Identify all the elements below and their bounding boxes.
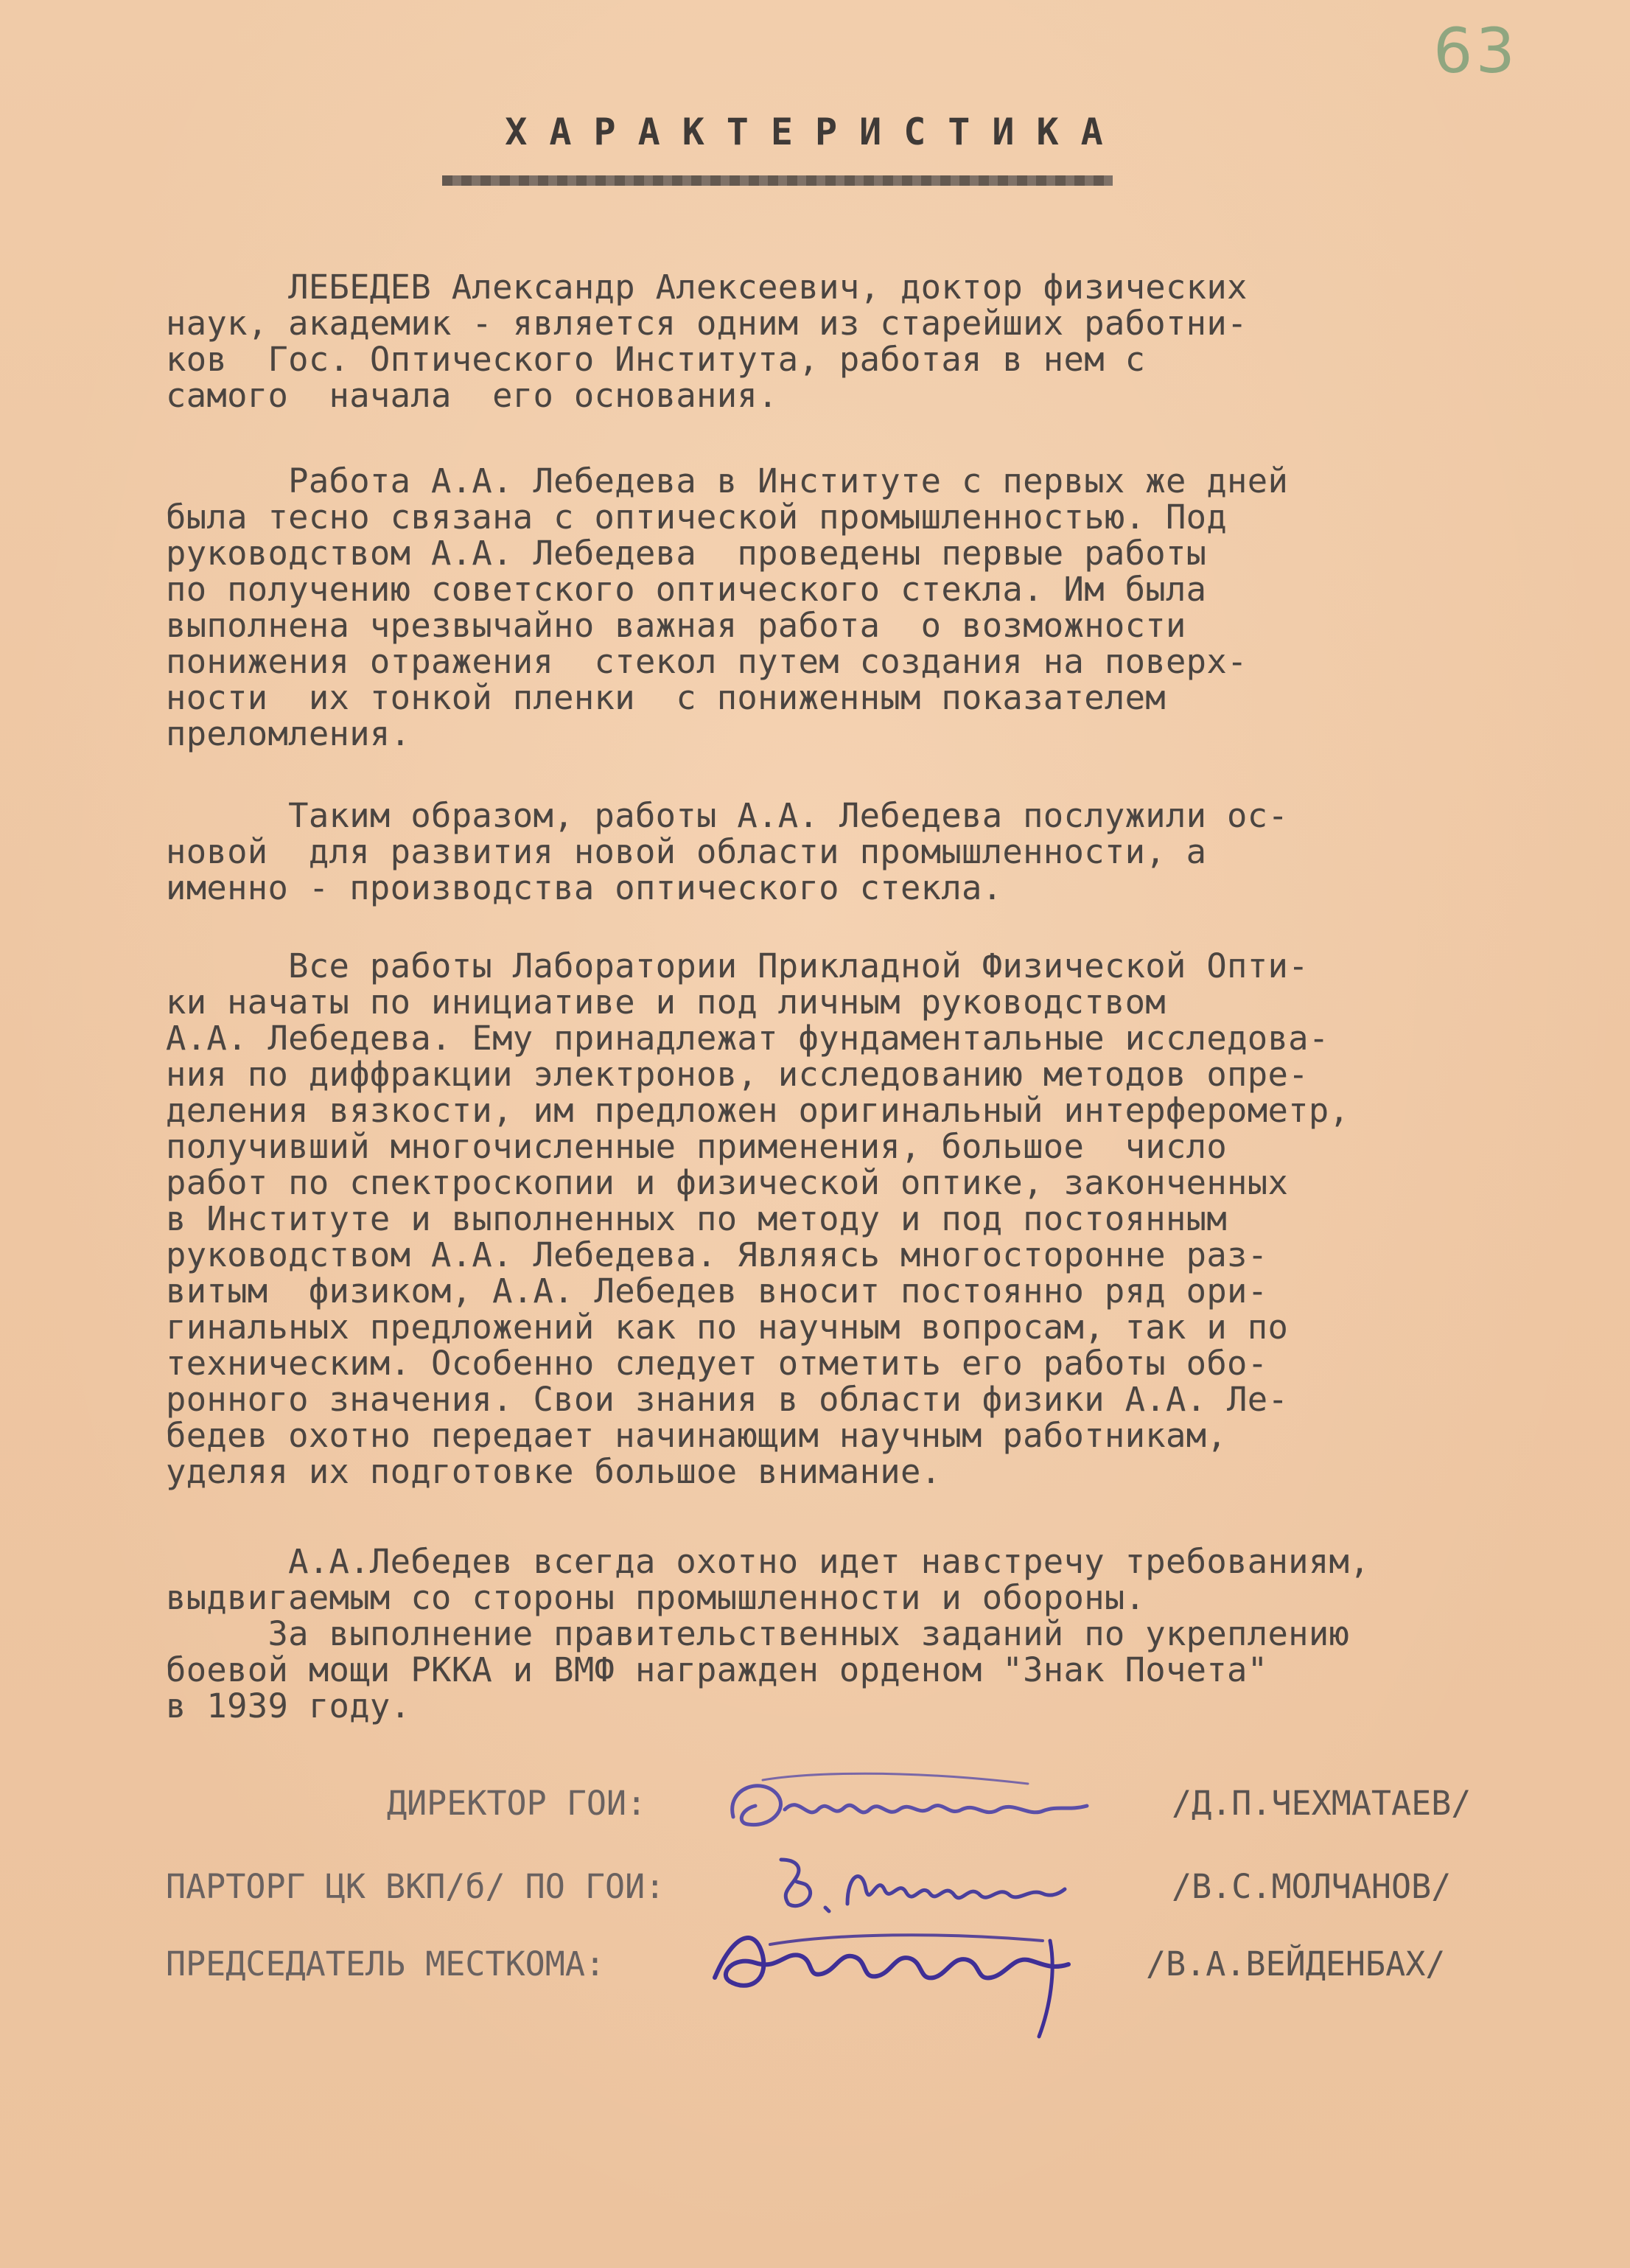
signature-label-director: ДИРЕКТОР ГОИ: [387,1784,647,1823]
signature-name-mestkom: /В.А.ВЕЙДЕНБАХ/ [1146,1944,1446,1983]
archive-page-number: 63 [1433,15,1518,87]
title-underline [442,175,1113,186]
paragraph-laboratory-work: Все работы Лаборатории Прикладной Физической Опти- ки начаты по инициативе и под личным руководством А.А. Лебедева. Ему принадлежат фундаментальные исследова- ния по диффракции электронов, исследованию методов опре- деления вязкости, им предложен оригинальный интерферометр, получивший многочисленные применения, большое число работ по спектроскопии и физической оптике, законченных в Институте и выполненных по методу и под постоянным руководством А.А. Лебедева. Являясь многосторонне раз- витым физиком, А.А. Лебедев вносит постоянно ряд ори- гинальных предложений как по научным вопросам, так и по техническим. Особенно следует отметить его работы обо- ронного значения. Свои знания в области физики А.А. Ле- бедев охотно передает начинающим научным работникам, уделяя их подготовке большое внимание. [166,946,1350,1491]
document-title: ХАРАКТЕРИСТИКА [505,111,1125,153]
signature-label-mestkom: ПРЕДСЕДАТЕЛЬ МЕСТКОМА: [166,1944,606,1983]
signature-row-director [0,1784,1630,1835]
signature-label-partorg: ПАРТОРГ ЦК ВКП/б/ ПО ГОИ: [166,1867,665,1906]
paragraph-new-industry: Таким образом, работы А.А. Лебедева послужили ос- новой для развития новой области промышленности, а именно - производства оптического стекла. [166,796,1289,907]
paragraph-intro: ЛЕБЕДЕВ Александр Алексеевич, доктор физических наук, академик - является одним из старейших работни- ков Гос. Оптического Института, работая в нем с самого начала его основания. [166,268,1248,415]
handwritten-signature-mestkom [704,1911,1080,2044]
handwritten-signature-director [718,1765,1094,1854]
signature-row-mestkom [0,1944,1630,1996]
paragraph-defense-award: А.А.Лебедев всегда охотно идет навстречу требованиям, выдвигаемым со стороны промышленности и обороны. За выполнение правительственных заданий по укреплению боевой мощи РККА и ВМФ награжден орденом "Знак Почета" в 1939 году. [166,1542,1370,1726]
signature-name-director: /Д.П.ЧЕХМАТАЕВ/ [1172,1784,1472,1823]
signature-name-partorg: /В.С.МОЛЧАНОВ/ [1172,1867,1452,1906]
paragraph-optical-industry: Работа А.А. Лебедева в Институте с первых же дней была тесно связана с оптической промышленностью. Под руководством А.А. Лебедева проведены первые работы по получению советского оптического стекла. Им была выполнена чрезвычайно важная работа о возможности понижения отражения стекол путем создания на поверх- ности их тонкой пленки с пониженным показателем преломления. [166,461,1289,753]
